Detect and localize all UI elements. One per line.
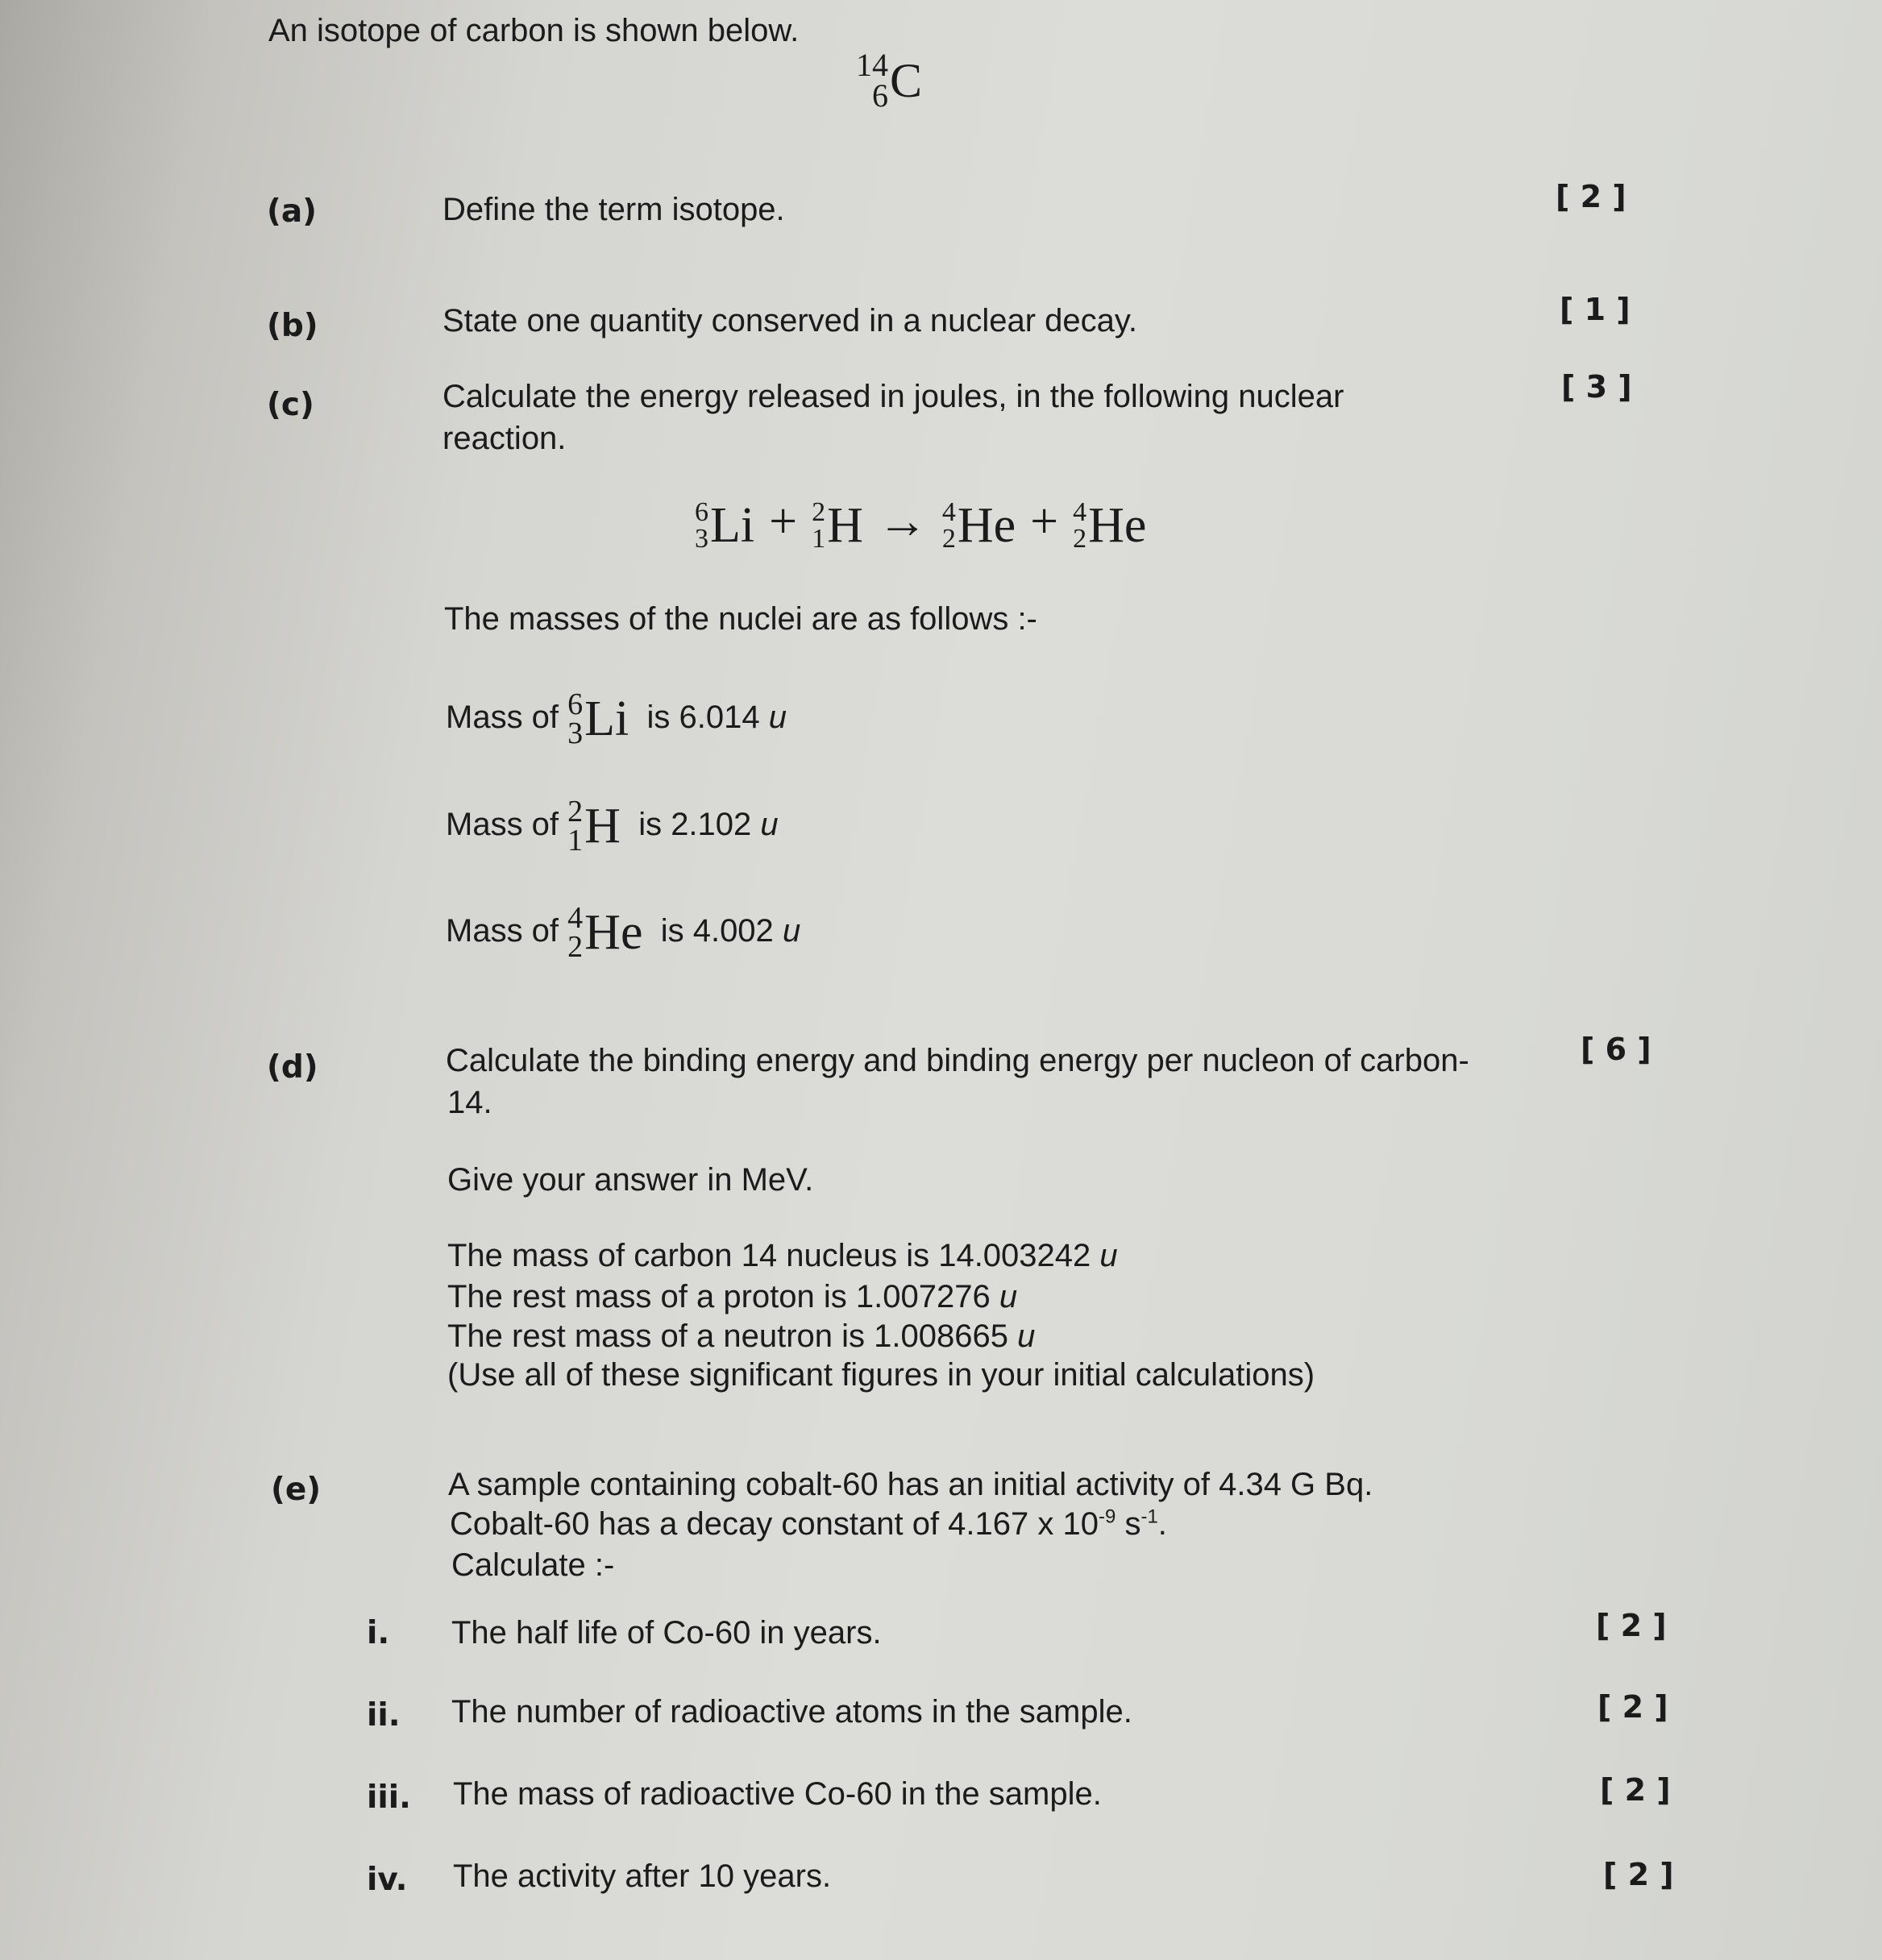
plus-sign: + [769,494,798,549]
part-d-label: (d) [267,1049,318,1086]
mass-li-line [446,689,787,749]
unit-u: u [760,807,779,842]
li-mass-value: is 6.014 [646,700,760,735]
part-e-calculate: Calculate :- [451,1547,615,1583]
item-iv-text: The activity after 10 years. [453,1858,832,1894]
part-e-question-line1: A sample containing cobalt-60 has an initial activity of 4.34 G Bq. [448,1467,1373,1502]
part-c-question-line2: reaction. [442,421,567,456]
carbon-mass-text: The mass of carbon 14 nucleus is 14.003242 [447,1238,1091,1273]
part-e-label: (e) [271,1472,322,1508]
item-ii-marks: [ 2 ] [1597,1689,1668,1725]
h-symbol: H [827,498,863,554]
h-atomic-number: 1 [812,523,826,554]
he-symbol: He [957,498,1016,554]
reaction-arrow: → [877,494,928,549]
neutron-mass-text: The rest mass of a neutron is 1.008665 [447,1318,1008,1354]
li-atomic-number: 3 [567,716,584,751]
unit-u: u [768,700,787,735]
item-iv-marks: [ 2 ] [1603,1857,1674,1892]
h-mass-value: is 2.102 [638,807,752,842]
he-atomic-number: 2 [1073,523,1087,554]
masses-intro: The masses of the nuclei are as follows :- [444,601,1037,637]
part-d-question-line1: Calculate the binding energy and binding energy per nucleon of carbon- [446,1043,1469,1078]
unit-u: u [782,913,801,949]
he-mass-number: 4 [941,497,956,528]
part-c-marks: [ 3 ] [1561,369,1632,405]
exponent-2: -1 [1140,1505,1158,1528]
part-e-question-line2 [450,1505,1167,1543]
part-b-label: (b) [267,308,318,344]
unit-s: s [1115,1506,1141,1542]
li-mass-number: 6 [567,687,584,722]
part-d-question-line2: 14. [447,1085,492,1120]
li-symbol: Li [584,691,629,747]
unit-u: u [1099,1238,1118,1273]
item-ii-text: The number of radioactive atoms in the sample. [451,1694,1132,1730]
exponent-1: -9 [1098,1505,1116,1528]
period: . [1157,1506,1167,1542]
mass-he-line [446,901,801,965]
li-mass-number: 6 [695,497,708,528]
unit-u: u [1017,1318,1036,1354]
unit-u: u [999,1279,1018,1314]
mass-of-label: Mass of [446,807,559,842]
plus-sign: + [1030,494,1059,549]
proton-mass-line [447,1277,1017,1316]
he-mass-value: is 4.002 [660,913,774,949]
h-mass-number: 2 [812,497,826,528]
part-a-question: Define the term isotope. [442,192,785,227]
he-mass-number: 4 [1073,497,1087,528]
item-ii-number: ii. [367,1697,401,1734]
mass-h-line [446,796,779,856]
intro-text: An isotope of carbon is shown below. [268,13,800,48]
item-i-text: The half life of Co-60 in years. [451,1615,882,1651]
carbon-atomic-number: 6 [872,77,888,114]
mass-of-label: Mass of [446,913,559,949]
neutron-mass-line [447,1317,1035,1356]
sig-figs-note: (Use all of these significant figures in your initial calculations) [447,1357,1315,1393]
item-iii-number: iii. [367,1779,411,1816]
item-iii-text: The mass of radioactive Co-60 in the sample. [453,1776,1102,1812]
he-mass-number: 4 [567,901,584,936]
li-atomic-number: 3 [695,523,708,554]
mass-of-label: Mass of [446,700,559,735]
he-atomic-number: 2 [941,523,956,554]
carbon-mass-line [447,1236,1118,1275]
proton-mass-text: The rest mass of a proton is 1.007276 [447,1279,991,1314]
he-symbol: He [1088,498,1147,554]
carbon-symbol: C [890,53,923,107]
h-symbol: H [584,799,621,854]
item-i-marks: [ 2 ] [1596,1608,1667,1643]
part-d-give-units: Give your answer in MeV. [447,1162,814,1198]
part-b-question: State one quantity conserved in a nuclear decay. [442,303,1138,338]
decay-constant-text: Cobalt-60 has a decay constant of 4.167 x 10 [450,1506,1099,1542]
he-symbol: He [584,905,643,961]
part-d-marks: [ 6 ] [1581,1032,1651,1067]
part-c-question-line1: Calculate the energy released in joules, in the following nuclear [442,379,1344,414]
he-atomic-number: 2 [567,930,584,965]
item-iii-marks: [ 2 ] [1600,1772,1671,1808]
carbon-mass-number: 14 [856,47,888,83]
nuclear-reaction-equation [695,493,1146,554]
h-mass-number: 2 [567,795,584,829]
carbon-14-nuclide [856,47,923,114]
h-atomic-number: 1 [567,824,584,858]
part-b-marks: [ 1 ] [1560,292,1631,327]
item-iv-number: iv. [367,1862,408,1898]
part-c-label: (c) [267,387,314,423]
item-i-number: i. [367,1615,390,1651]
part-a-label: (a) [267,193,317,230]
li-symbol: Li [710,498,755,554]
part-a-marks: [ 2 ] [1556,179,1626,214]
